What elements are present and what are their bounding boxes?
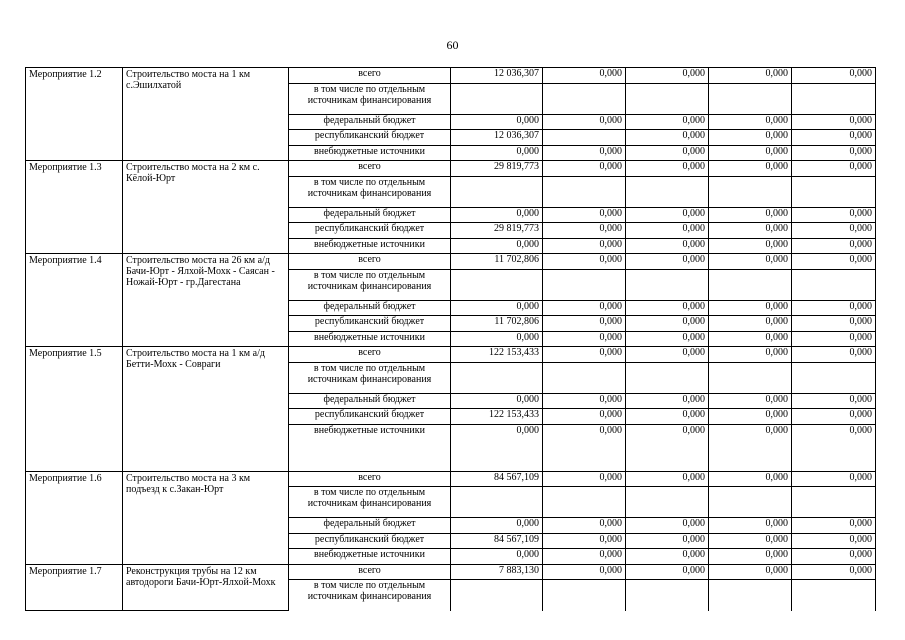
amount-cell: 0,000 <box>626 347 709 363</box>
amount-cell <box>709 580 792 611</box>
amount-cell: 0,000 <box>792 549 876 565</box>
amount-cell: 0,000 <box>792 207 876 223</box>
table-row <box>26 161 876 177</box>
amount-cell: 0,000 <box>451 238 543 254</box>
amount-cell: 0,000 <box>709 223 792 239</box>
amount-cell: 0,000 <box>792 145 876 161</box>
measure-id: Мероприятие 1.6 <box>26 471 123 564</box>
amount-cell: 0,000 <box>626 161 709 177</box>
amount-cell: 0,000 <box>543 238 626 254</box>
funding-source: в том числе по отдельным источникам финансирования <box>289 83 451 114</box>
amount-cell: 12 036,307 <box>451 130 543 146</box>
amount-cell <box>451 487 543 518</box>
table-row <box>26 68 876 84</box>
amount-cell: 0,000 <box>709 518 792 534</box>
amount-cell <box>709 362 792 393</box>
amount-cell: 0,000 <box>792 471 876 487</box>
amount-cell: 29 819,773 <box>451 161 543 177</box>
amount-cell <box>792 269 876 300</box>
amount-cell: 0,000 <box>709 114 792 130</box>
amount-cell: 0,000 <box>626 471 709 487</box>
amount-cell: 0,000 <box>626 207 709 223</box>
amount-cell: 122 153,433 <box>451 409 543 425</box>
amount-cell: 0,000 <box>626 533 709 549</box>
amount-cell <box>543 580 626 611</box>
amount-cell: 84 567,109 <box>451 471 543 487</box>
amount-cell: 0,000 <box>626 564 709 580</box>
measure-name: Строительство моста на 2 км с. Кёлой-Юрт <box>123 161 289 254</box>
amount-cell: 0,000 <box>792 533 876 549</box>
amount-cell: 0,000 <box>451 549 543 565</box>
amount-cell: 0,000 <box>451 145 543 161</box>
amount-cell <box>543 83 626 114</box>
amount-cell: 122 153,433 <box>451 347 543 363</box>
measure-name: Реконструкция трубы на 12 км автодороги Бачи-Юрт-Ялхой-Мохк <box>123 564 289 611</box>
measure-id: Мероприятие 1.2 <box>26 68 123 161</box>
amount-cell <box>451 269 543 300</box>
funding-source: федеральный бюджет <box>289 300 451 316</box>
amount-cell <box>543 176 626 207</box>
funding-source: всего <box>289 471 451 487</box>
amount-cell <box>626 362 709 393</box>
amount-cell <box>451 580 543 611</box>
amount-cell: 0,000 <box>543 393 626 409</box>
table-row <box>26 471 876 487</box>
amount-cell <box>792 83 876 114</box>
amount-cell: 0,000 <box>792 68 876 84</box>
amount-cell: 0,000 <box>709 238 792 254</box>
amount-cell: 0,000 <box>543 161 626 177</box>
amount-cell <box>543 362 626 393</box>
measure-name: Строительство моста на 3 км подъезд к с.Закан-Юрт <box>123 471 289 564</box>
funding-source: в том числе по отдельным источникам финансирования <box>289 580 451 611</box>
amount-cell: 0,000 <box>543 207 626 223</box>
funding-source: внебюджетные источники <box>289 238 451 254</box>
funding-source: федеральный бюджет <box>289 393 451 409</box>
amount-cell <box>709 83 792 114</box>
amount-cell: 0,000 <box>543 300 626 316</box>
amount-cell: 0,000 <box>543 518 626 534</box>
amount-cell: 0,000 <box>451 424 543 471</box>
amount-cell: 0,000 <box>626 518 709 534</box>
amount-cell <box>709 176 792 207</box>
amount-cell: 0,000 <box>626 393 709 409</box>
amount-cell <box>543 130 626 146</box>
amount-cell: 0,000 <box>543 223 626 239</box>
amount-cell: 0,000 <box>626 424 709 471</box>
amount-cell: 0,000 <box>451 393 543 409</box>
amount-cell <box>451 362 543 393</box>
funding-source: республиканский бюджет <box>289 316 451 332</box>
amount-cell: 0,000 <box>451 518 543 534</box>
funding-source: внебюджетные источники <box>289 424 451 471</box>
amount-cell: 0,000 <box>543 114 626 130</box>
measure-name: Строительство моста на 26 км а/д Бачи-Юрт - Ялхой-Мохк - Саясан - Ножай-Юрт - гр.Дагестана <box>123 254 289 347</box>
amount-cell <box>626 487 709 518</box>
funding-source: внебюджетные источники <box>289 549 451 565</box>
amount-cell: 0,000 <box>543 564 626 580</box>
amount-cell <box>709 487 792 518</box>
amount-cell: 84 567,109 <box>451 533 543 549</box>
measure-id: Мероприятие 1.3 <box>26 161 123 254</box>
amount-cell: 11 702,806 <box>451 316 543 332</box>
amount-cell: 0,000 <box>792 223 876 239</box>
amount-cell: 0,000 <box>626 130 709 146</box>
amount-cell: 0,000 <box>626 331 709 347</box>
funding-source: всего <box>289 68 451 84</box>
amount-cell: 0,000 <box>792 161 876 177</box>
amount-cell: 0,000 <box>709 68 792 84</box>
funding-source: республиканский бюджет <box>289 533 451 549</box>
amount-cell: 0,000 <box>626 316 709 332</box>
amount-cell: 0,000 <box>792 393 876 409</box>
amount-cell: 0,000 <box>709 300 792 316</box>
amount-cell <box>626 176 709 207</box>
measure-id: Мероприятие 1.5 <box>26 347 123 472</box>
amount-cell: 0,000 <box>543 424 626 471</box>
funding-source: федеральный бюджет <box>289 207 451 223</box>
amount-cell <box>709 269 792 300</box>
amount-cell: 0,000 <box>709 564 792 580</box>
amount-cell: 0,000 <box>543 68 626 84</box>
amount-cell: 0,000 <box>792 518 876 534</box>
amount-cell: 0,000 <box>543 145 626 161</box>
amount-cell: 0,000 <box>451 207 543 223</box>
funding-source: всего <box>289 564 451 580</box>
amount-cell <box>626 269 709 300</box>
amount-cell: 0,000 <box>543 254 626 270</box>
funding-source: всего <box>289 347 451 363</box>
amount-cell: 0,000 <box>792 114 876 130</box>
amount-cell: 0,000 <box>709 161 792 177</box>
funding-source: федеральный бюджет <box>289 114 451 130</box>
funding-source: внебюджетные источники <box>289 331 451 347</box>
amount-cell: 0,000 <box>626 254 709 270</box>
amount-cell: 7 883,130 <box>451 564 543 580</box>
amount-cell: 0,000 <box>543 409 626 425</box>
amount-cell <box>626 580 709 611</box>
amount-cell: 0,000 <box>626 549 709 565</box>
amount-cell: 0,000 <box>626 68 709 84</box>
funding-source: федеральный бюджет <box>289 518 451 534</box>
amount-cell: 0,000 <box>543 347 626 363</box>
amount-cell: 0,000 <box>451 331 543 347</box>
amount-cell: 0,000 <box>792 331 876 347</box>
table-row <box>26 254 876 270</box>
amount-cell <box>792 362 876 393</box>
amount-cell: 0,000 <box>792 130 876 146</box>
funding-source: всего <box>289 161 451 177</box>
amount-cell <box>626 83 709 114</box>
amount-cell: 0,000 <box>709 424 792 471</box>
measure-id: Мероприятие 1.4 <box>26 254 123 347</box>
funding-source: в том числе по отдельным источникам финансирования <box>289 362 451 393</box>
amount-cell: 0,000 <box>792 254 876 270</box>
amount-cell <box>792 487 876 518</box>
amount-cell: 0,000 <box>709 145 792 161</box>
measure-id: Мероприятие 1.7 <box>26 564 123 611</box>
amount-cell: 0,000 <box>626 223 709 239</box>
amount-cell: 0,000 <box>709 393 792 409</box>
amount-cell: 0,000 <box>626 409 709 425</box>
table-body <box>26 68 876 611</box>
amount-cell <box>792 580 876 611</box>
table-row <box>26 347 876 363</box>
amount-cell: 0,000 <box>792 564 876 580</box>
amount-cell: 0,000 <box>626 114 709 130</box>
measure-name: Строительство моста на 1 км а/д Бетти-Мохк - Совраги <box>123 347 289 472</box>
measure-name: Строительство моста на 1 км с.Эшилхатой <box>123 68 289 161</box>
funding-source: республиканский бюджет <box>289 409 451 425</box>
amount-cell: 0,000 <box>792 300 876 316</box>
funding-source: республиканский бюджет <box>289 130 451 146</box>
amount-cell: 0,000 <box>451 300 543 316</box>
amount-cell: 0,000 <box>543 316 626 332</box>
amount-cell <box>792 176 876 207</box>
funding-source: республиканский бюджет <box>289 223 451 239</box>
amount-cell: 0,000 <box>543 331 626 347</box>
funding-source: в том числе по отдельным источникам финансирования <box>289 269 451 300</box>
amount-cell: 0,000 <box>709 471 792 487</box>
amount-cell: 0,000 <box>543 549 626 565</box>
amount-cell: 29 819,773 <box>451 223 543 239</box>
amount-cell: 0,000 <box>709 533 792 549</box>
amount-cell: 0,000 <box>709 409 792 425</box>
amount-cell: 0,000 <box>543 471 626 487</box>
amount-cell: 0,000 <box>626 145 709 161</box>
amount-cell: 0,000 <box>543 533 626 549</box>
funding-source: внебюджетные источники <box>289 145 451 161</box>
amount-cell: 0,000 <box>709 254 792 270</box>
amount-cell <box>543 269 626 300</box>
amount-cell: 12 036,307 <box>451 68 543 84</box>
funding-source: в том числе по отдельным источникам финансирования <box>289 176 451 207</box>
amount-cell: 0,000 <box>792 424 876 471</box>
amount-cell: 0,000 <box>792 347 876 363</box>
amount-cell: 0,000 <box>709 207 792 223</box>
funding-source: в том числе по отдельным источникам финансирования <box>289 487 451 518</box>
funding-table <box>25 67 876 611</box>
table-row <box>26 564 876 580</box>
amount-cell: 0,000 <box>626 238 709 254</box>
amount-cell <box>543 487 626 518</box>
amount-cell <box>451 83 543 114</box>
amount-cell: 0,000 <box>792 409 876 425</box>
amount-cell: 0,000 <box>709 347 792 363</box>
amount-cell: 0,000 <box>626 300 709 316</box>
amount-cell: 0,000 <box>709 316 792 332</box>
page-number: 60 <box>446 38 459 52</box>
amount-cell: 0,000 <box>451 114 543 130</box>
amount-cell: 0,000 <box>709 130 792 146</box>
amount-cell: 11 702,806 <box>451 254 543 270</box>
amount-cell <box>451 176 543 207</box>
amount-cell: 0,000 <box>709 331 792 347</box>
funding-source: всего <box>289 254 451 270</box>
amount-cell: 0,000 <box>792 316 876 332</box>
amount-cell: 0,000 <box>709 549 792 565</box>
amount-cell: 0,000 <box>792 238 876 254</box>
